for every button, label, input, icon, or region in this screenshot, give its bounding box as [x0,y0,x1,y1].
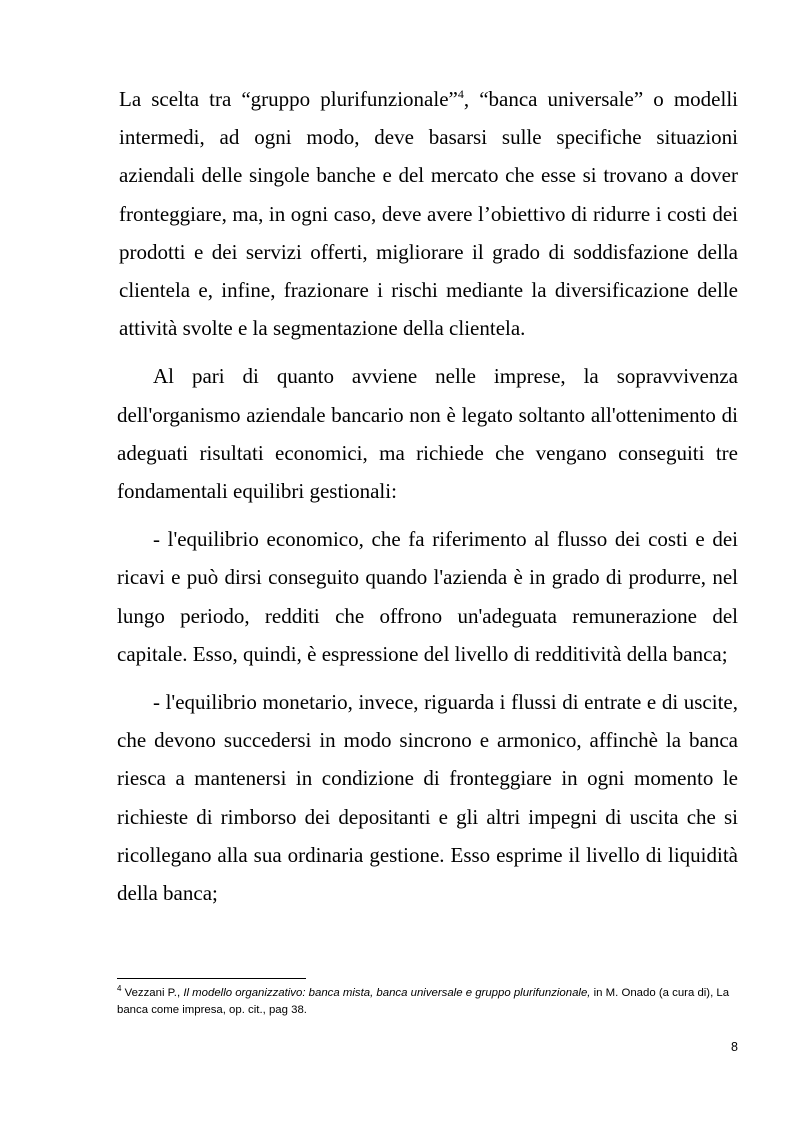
footnote-source: in M. Onado (a cura di), La banca come impresa, op. cit., pag 38. [117,987,730,1016]
body-text [117,80,738,922]
paragraph-1-text-start: La scelta tra “gruppo plurifunzionale” [119,87,458,111]
footnote [117,985,738,1019]
paragraph-3-equilibrio-economico: - l'equilibrio economico, che fa riferimento al flusso dei costi e dei ricavi e può dirsi conseguito quando l'azienda è in grado di produrre, nel lungo periodo, redditi che offrono un'adeguata remunerazione del capitale. Esso, quindi, è espressione del livello di redditività della banca; [117,527,738,666]
footnote-reference[interactable]: 4 [457,87,464,101]
paragraph-1-text-end: , “banca universale” o modelli intermedi, ad ogni modo, deve basarsi sulle specifiche situazioni aziendali delle singole banche e del mercato che esse si trovano a dover fronteggiare, ma, in ogni caso, deve avere l’obiettivo di ridurre i costi dei prodotti e dei servizi offerti, migliorare il grado di soddisfazione della clientela e, infine, frazionare i rischi mediante la diversificazione delle attività svolte e la segmentazione della clientela. [119,87,738,341]
footnote-number: 4 [117,984,122,994]
paragraph-1 [117,80,738,347]
footnote-title: Il modello organizzativo: banca mista, banca universale e gruppo plurifunzionale, [183,987,591,999]
footnote-separator [117,978,306,979]
paragraph-4-equilibrio-monetario: - l'equilibrio monetario, invece, riguarda i flussi di entrate e di uscite, che devono succedersi in modo sincrono e armonico, affinchè la banca riesca a mantenersi in condizione di fronteggiare in ogni momento le richieste di rimborso dei depositanti e gli altri impegni di uscita che si ricollegano alla sua ordinaria gestione. Esso esprime il livello di liquidità della banca; [117,690,738,906]
page-number: 8 [731,1040,738,1054]
footnote-author: Vezzani P., [121,987,184,999]
paragraph-2: Al pari di quanto avviene nelle imprese, la sopravvivenza dell'organismo aziendale bancario non è legato soltanto all'ottenimento di adeguati risultati economici, ma richiede che vengano conseguiti tre fondamentali equilibri gestionali: [117,364,738,504]
